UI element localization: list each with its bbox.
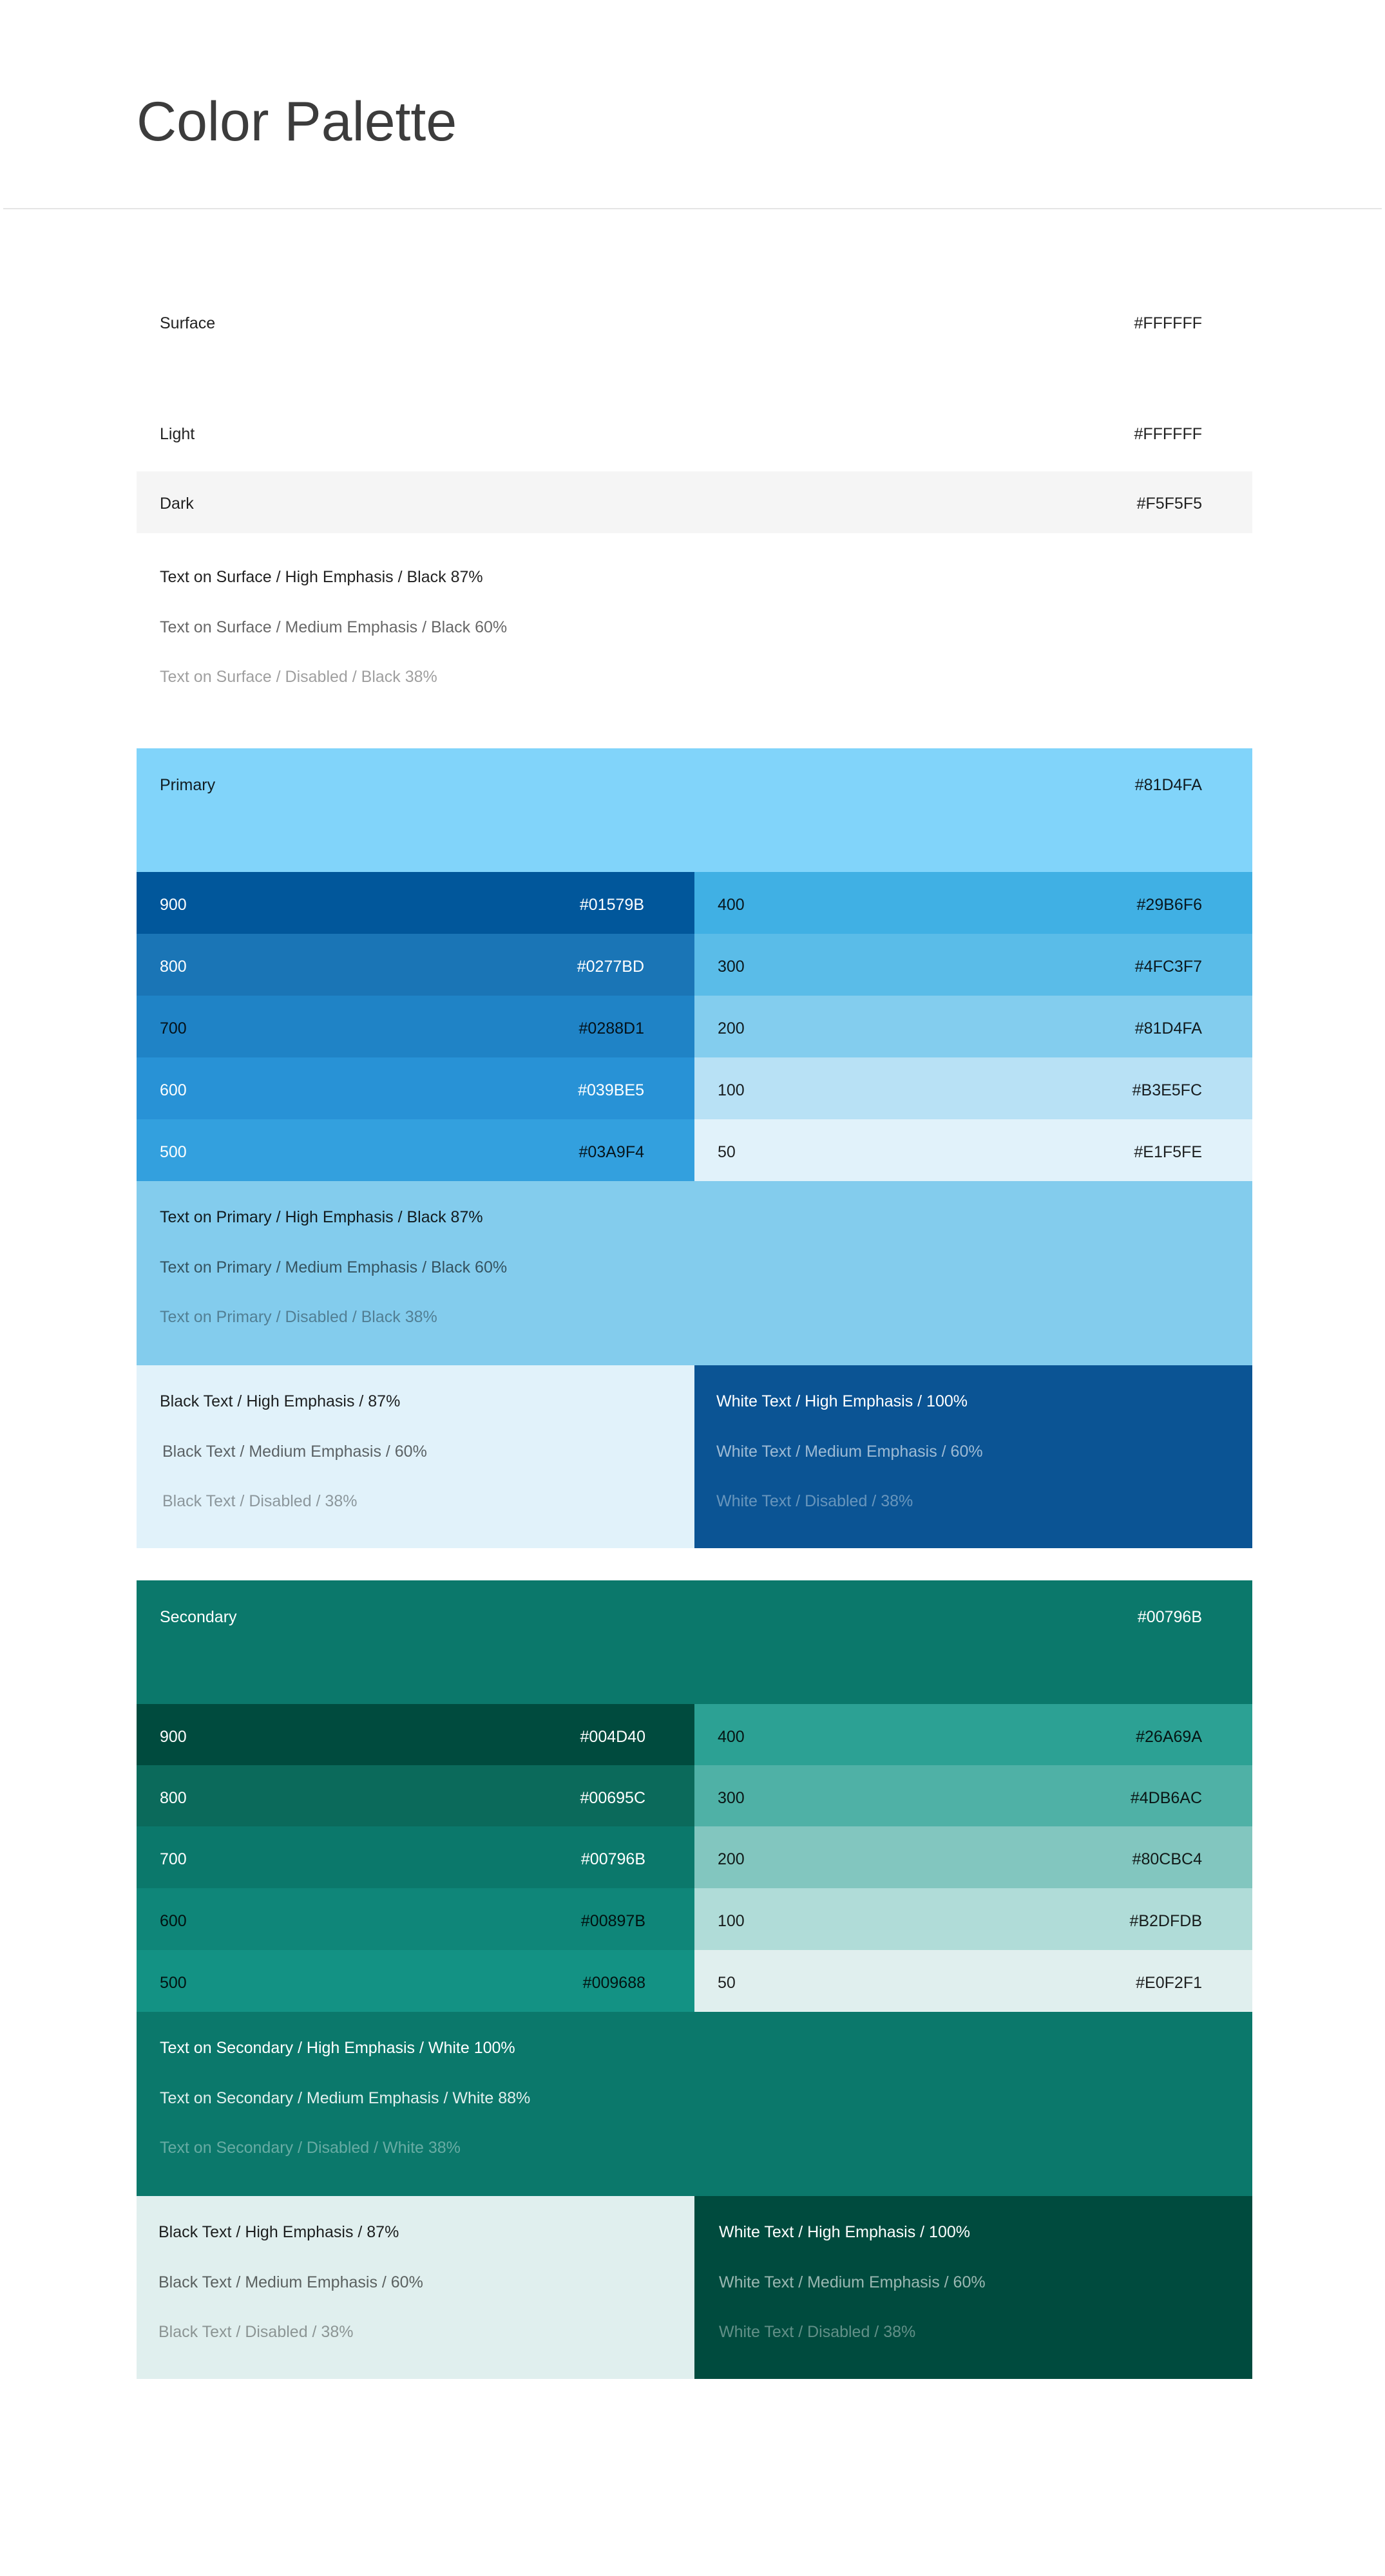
surface-light-hex: #FFFFFF <box>1134 425 1202 443</box>
shade-hex: #80CBC4 <box>1132 1850 1202 1868</box>
shade-label: 800 <box>160 958 187 976</box>
shade-hex: #039BE5 <box>578 1081 644 1099</box>
white-text-medium: White Text / Medium Emphasis / 60% <box>716 1443 983 1461</box>
shade-label: 500 <box>160 1974 187 1992</box>
primary-text-high: Text on Primary / High Emphasis / Black 87% <box>160 1208 483 1226</box>
secondary-text-block <box>137 2012 1252 2196</box>
secondary-section <box>137 1580 1252 2379</box>
shade-label: 200 <box>718 1019 745 1037</box>
shade-swatch <box>137 934 694 996</box>
page-title: Color Palette <box>137 91 457 153</box>
surface-dark-hex: #F5F5F5 <box>1136 495 1202 513</box>
black-text-disabled: Black Text / Disabled / 38% <box>158 2323 354 2341</box>
primary-text-disabled: Text on Primary / Disabled / Black 38% <box>160 1308 437 1326</box>
shade-label: 900 <box>160 896 187 914</box>
surface-label: Surface <box>160 314 216 332</box>
surface-text-disabled: Text on Surface / Disabled / Black 38% <box>160 668 437 686</box>
surface-light-swatch <box>137 402 1252 464</box>
shade-hex: #E1F5FE <box>1134 1143 1202 1161</box>
shade-swatch <box>694 1950 1252 2012</box>
black-text-disabled: Black Text / Disabled / 38% <box>162 1492 358 1510</box>
shade-swatch <box>137 1119 694 1181</box>
black-text-panel <box>137 1365 694 1548</box>
shade-swatch <box>694 996 1252 1057</box>
shade-label: 800 <box>160 1789 187 1807</box>
shade-hex: #4DB6AC <box>1130 1789 1202 1807</box>
shade-swatch <box>694 1826 1252 1888</box>
shade-hex: #03A9F4 <box>578 1143 644 1161</box>
shade-hex: #4FC3F7 <box>1134 958 1202 976</box>
shade-swatch <box>694 1119 1252 1181</box>
shade-swatch <box>694 1888 1252 1950</box>
secondary-header <box>137 1580 1252 1704</box>
white-text-panel <box>694 2196 1252 2379</box>
shade-label: 600 <box>160 1912 187 1930</box>
shade-swatch <box>694 1704 1252 1765</box>
primary-contrast-pair <box>137 1365 1252 1548</box>
shade-hex: #01579B <box>579 896 644 914</box>
secondary-dark-shades <box>137 1704 694 2012</box>
shade-label: 600 <box>160 1081 187 1099</box>
shade-label: 900 <box>160 1728 187 1746</box>
shade-hex: #00897B <box>580 1912 645 1930</box>
shade-label: 500 <box>160 1143 187 1161</box>
surface-section <box>137 283 1252 696</box>
surface-text-medium: Text on Surface / Medium Emphasis / Black 60% <box>160 618 508 636</box>
secondary-text-high: Text on Secondary / High Emphasis / White 100% <box>160 2039 515 2057</box>
shade-label: 400 <box>718 1728 745 1746</box>
shade-swatch <box>137 1704 694 1765</box>
black-text-panel <box>137 2196 694 2379</box>
shade-label: 100 <box>718 1081 745 1099</box>
shade-swatch <box>137 1950 694 2012</box>
shade-hex: #009688 <box>582 1974 645 1992</box>
surface-hex: #FFFFFF <box>1134 314 1202 332</box>
white-text-medium: White Text / Medium Emphasis / 60% <box>719 2273 986 2291</box>
white-text-panel <box>694 1365 1252 1548</box>
primary-shades <box>137 872 1252 1181</box>
secondary-text-disabled: Text on Secondary / Disabled / White 38% <box>160 2139 461 2157</box>
shade-label: 300 <box>718 1789 745 1807</box>
primary-text-block <box>137 1181 1252 1365</box>
surface-dark-label: Dark <box>160 495 194 513</box>
shade-swatch <box>137 872 694 934</box>
shade-swatch <box>137 996 694 1057</box>
shade-label: 200 <box>718 1850 745 1868</box>
shade-swatch <box>694 1057 1252 1119</box>
secondary-text-medium: Text on Secondary / Medium Emphasis / White 88% <box>160 2089 531 2107</box>
secondary-contrast-pair <box>137 2196 1252 2379</box>
shade-label: 300 <box>718 958 745 976</box>
shade-swatch <box>137 1765 694 1826</box>
shade-hex: #0288D1 <box>578 1019 644 1037</box>
shade-swatch <box>137 1888 694 1950</box>
shade-label: 50 <box>718 1974 736 1992</box>
black-text-high: Black Text / High Emphasis / 87% <box>160 1392 401 1410</box>
shade-label: 100 <box>718 1912 745 1930</box>
shade-swatch <box>694 1765 1252 1826</box>
secondary-shades <box>137 1704 1252 2012</box>
black-text-high: Black Text / High Emphasis / 87% <box>158 2223 399 2241</box>
shade-hex: #00695C <box>580 1789 645 1807</box>
shade-label: 700 <box>160 1019 187 1037</box>
shade-hex: #E0F2F1 <box>1136 1974 1202 1992</box>
shade-swatch <box>137 1826 694 1888</box>
shade-label: 700 <box>160 1850 187 1868</box>
surface-text-high: Text on Surface / High Emphasis / Black 87% <box>160 568 483 586</box>
shade-hex: #29B6F6 <box>1136 896 1202 914</box>
shade-hex: #81D4FA <box>1134 1019 1202 1037</box>
surface-dark-swatch <box>137 471 1252 533</box>
black-text-medium: Black Text / Medium Emphasis / 60% <box>162 1443 427 1461</box>
primary-label: Primary <box>160 776 216 794</box>
shade-hex: #004D40 <box>580 1728 645 1746</box>
shade-label: 400 <box>718 896 745 914</box>
primary-text-medium: Text on Primary / Medium Emphasis / Black 60% <box>160 1258 508 1276</box>
white-text-disabled: White Text / Disabled / 38% <box>716 1492 913 1510</box>
white-text-high: White Text / High Emphasis / 100% <box>716 1392 968 1410</box>
primary-light-shades <box>694 872 1252 1181</box>
shade-hex: #26A69A <box>1136 1728 1202 1746</box>
shade-hex: #B2DFDB <box>1129 1912 1202 1930</box>
secondary-light-shades <box>694 1704 1252 2012</box>
shade-hex: #0277BD <box>577 958 644 976</box>
surface-light-label: Light <box>160 425 195 443</box>
primary-section <box>137 748 1252 1548</box>
surface-swatch <box>137 283 1252 402</box>
header-divider <box>3 208 1382 209</box>
shade-swatch <box>137 1057 694 1119</box>
primary-header <box>137 748 1252 872</box>
white-text-high: White Text / High Emphasis / 100% <box>719 2223 970 2241</box>
shade-hex: #B3E5FC <box>1132 1081 1202 1099</box>
white-text-disabled: White Text / Disabled / 38% <box>719 2323 916 2341</box>
primary-hex: #81D4FA <box>1134 776 1202 794</box>
shade-label: 50 <box>718 1143 736 1161</box>
black-text-medium: Black Text / Medium Emphasis / 60% <box>158 2273 423 2291</box>
shade-swatch <box>694 872 1252 934</box>
secondary-label: Secondary <box>160 1608 237 1626</box>
secondary-hex: #00796B <box>1137 1608 1202 1626</box>
shade-swatch <box>694 934 1252 996</box>
primary-dark-shades <box>137 872 694 1181</box>
shade-hex: #00796B <box>580 1850 645 1868</box>
